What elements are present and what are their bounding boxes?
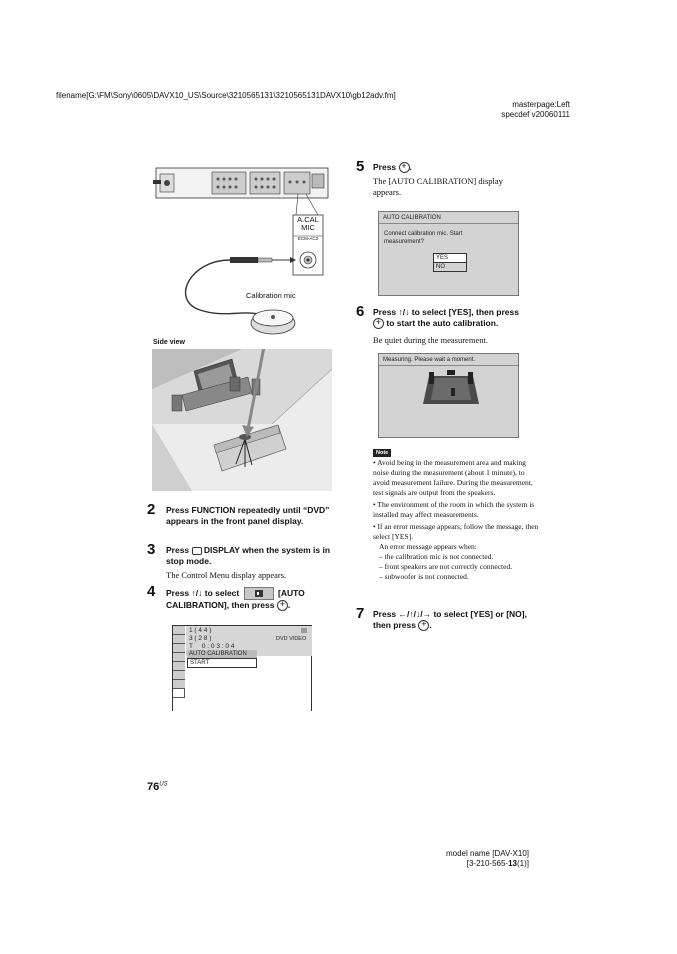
menu-icon-slot (173, 635, 185, 644)
step-2-text: Press FUNCTION repeatedly until “DVD” appears in the front panel display. (166, 505, 330, 526)
menu-line-3: T 0 : 0 3 : 0 4 (189, 643, 235, 650)
step-3-body: The Control Menu display appears. (166, 570, 287, 580)
step-3-text-a: Press (166, 545, 190, 555)
note-list (373, 458, 543, 582)
note-bullet-2: • The environment of the room in which the system is installed may affect measurements. (373, 500, 535, 519)
note-dash-3: – subwoofer is not connected. (379, 572, 469, 581)
calibration-mic-label: Calibration mic (246, 291, 296, 300)
step-6-text-b: to start the auto calibration. (386, 318, 499, 328)
step-5-text-b: . (409, 162, 412, 172)
model-name: model name [DAV-X10] (445, 849, 529, 858)
auto-cal-message: Connect calibration mic. Start measurement? (384, 231, 463, 245)
step-6-number: 6 (356, 303, 365, 320)
yes-option: YES (433, 253, 467, 263)
step-4-text-d: . (287, 600, 291, 610)
acal-label-line1: A.CAL (297, 215, 319, 224)
step-3-text-b: DISPLAY when the system is in stop mode. (166, 545, 331, 566)
acal-label-line2: MIC (301, 223, 315, 232)
measuring-screen (378, 353, 519, 438)
display-button-icon (192, 547, 202, 555)
calibration-mic-connection-illustration (150, 160, 335, 345)
side-view-label: Side view (153, 339, 185, 346)
speaker-layout-diagram (421, 368, 481, 408)
step-5-body: The [AUTO CALIBRATION] display appears. (373, 176, 503, 197)
auto-calibration-menu-icon (244, 587, 274, 600)
masterpage-label: masterpage:Left (512, 100, 570, 109)
note-bullet-1: • Avoid being in the measurement area and making noise during the measurement (about 1 minute), to avoid measurement failure. During the measurement, test signals are output from the speakers. (373, 458, 533, 497)
room-side-view-illustration (152, 349, 332, 491)
menu-icon-slot (173, 689, 185, 698)
enter-button-icon (399, 162, 410, 173)
menu-line-1: 1 ( 4 4 ) (189, 627, 212, 634)
model-code-b: 13 (508, 859, 517, 868)
menu-line-4: AUTO CALIBRATION (187, 650, 257, 658)
menu-icon-slot (173, 626, 185, 635)
step-7-text-a: Press ←/↑/↓/→ to select [YES] or [NO], (373, 609, 527, 619)
filename-header: filename[G:\FM\Sony\0605\DAVX10_US\Source\3210565131\3210565131DAVX10\gb12adv.fm] (56, 91, 396, 100)
step-3-number: 3 (147, 541, 156, 558)
menu-icon-slot (173, 680, 185, 689)
step-6-body: Be quiet during the measurement. (373, 335, 488, 345)
menu-start-option: START (187, 658, 257, 668)
enter-button-icon (277, 600, 291, 611)
model-code-a: [3-210-565- (466, 859, 509, 868)
note-dash-1: – the calibration mic is not connected. (379, 552, 494, 561)
menu-icon-slot (173, 644, 185, 653)
step-5-number: 5 (356, 158, 365, 175)
page-number: 76 (147, 781, 160, 793)
step-4-text-b: [AUTO (277, 587, 305, 598)
note-bullet-3-sub: An error message appears when: (379, 542, 477, 551)
model-code-c: (1)] (517, 859, 529, 868)
note-bullet-3: • If an error message appears, follow the message, then select [YES]. (373, 522, 539, 541)
step-4-number: 4 (147, 583, 156, 600)
mic-model-label: ECM-AC2 (297, 236, 319, 241)
no-option: NO (433, 262, 467, 272)
step-2-number: 2 (147, 501, 156, 518)
step-7-text-c: . (429, 620, 432, 630)
step-4-text-a: Press ↑/↓ to select (166, 587, 240, 598)
measuring-message: Measuring. Please wait a moment. (383, 357, 476, 363)
step-7-number: 7 (356, 605, 365, 622)
menu-icon-slot (173, 662, 185, 671)
auto-cal-title: AUTO CALIBRATION (383, 215, 441, 221)
step-6-text-a: Press ↑/↓ to select [YES], then press (373, 307, 519, 317)
note-dash-2: – front speakers are not correctly connected. (379, 562, 513, 571)
auto-calibration-screen (378, 211, 519, 296)
disc-icon (301, 628, 307, 633)
control-menu-screen (172, 625, 312, 711)
step-4-text-c: CALIBRATION], then press (166, 600, 275, 610)
enter-button-icon (373, 318, 384, 329)
page-number-suffix: US (159, 781, 168, 788)
enter-button-icon (418, 620, 432, 631)
specdef-label: specdef v20060111 (501, 110, 570, 119)
dvd-video-label: DVD VIDEO (276, 636, 307, 642)
menu-line-2: 3 ( 2 8 ) (189, 635, 212, 642)
step-7-text-b: then press (373, 620, 416, 630)
model-code (467, 859, 529, 868)
menu-icon-slot (173, 671, 185, 680)
step-5-text-a: Press (373, 162, 397, 172)
menu-icon-slot (173, 653, 185, 662)
note-label: Note (373, 449, 391, 457)
